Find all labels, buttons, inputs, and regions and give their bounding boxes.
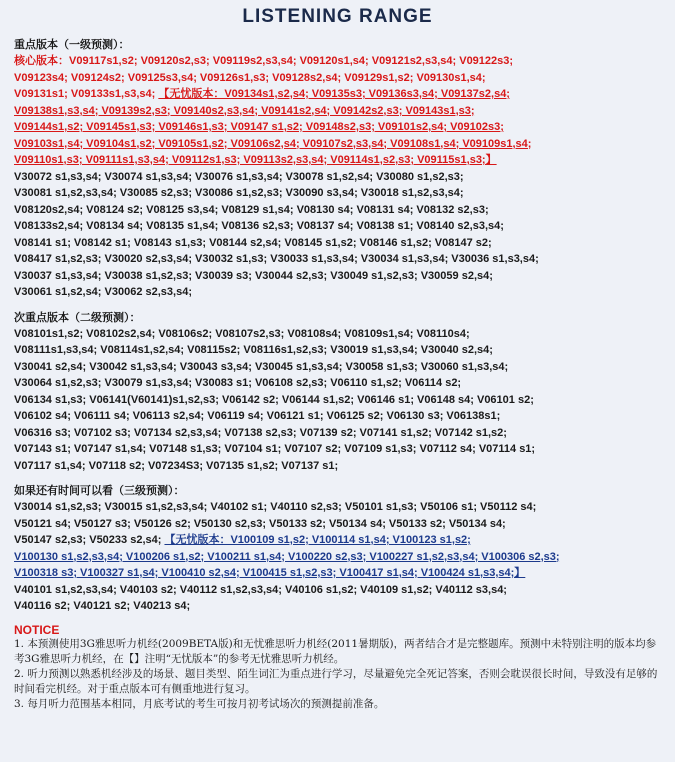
section-level3-lines bbox=[14, 499, 661, 615]
version-segment: V09110s1,s3; V09111s1,s3,s4; V09112s1,s3; V09113s2,s3,s4; V09114s1,s2,s3; V09115s1,s3;】 bbox=[14, 154, 497, 166]
notice bbox=[14, 623, 661, 712]
version-segment: V06102 s4; V06111 s4; V06113 s2,s4; V06119 s4; V06121 s1; V06125 s2; V06130 s3; V06138s1; bbox=[14, 410, 501, 422]
version-line bbox=[14, 458, 661, 475]
section-level1-heading: 重点版本（一级预测）： bbox=[14, 38, 130, 51]
version-segment: V09123s4; V09124s2; V09125s3,s4; V09126s1,s3; V09128s2,s4; V09129s1,s2; V09130s1,s4; bbox=[14, 71, 486, 84]
version-line bbox=[14, 136, 661, 153]
section-level2-heading: 次重点版本（二级预测）： bbox=[14, 310, 141, 324]
section-level1 bbox=[14, 36, 661, 301]
version-segment: V40101 s1,s2,s3,s4; V40103 s2; V40112 s1,s2,s3,s4; V40106 s1,s2; V40109 s1,s2; V40112 s3,s4; bbox=[14, 583, 507, 596]
notice-item: 2. 听力预测以熟悉机经涉及的场景、题目类型、陌生词汇为重点进行学习，尽量避免完全死记答案，否则会耽误很长时间，导致没有足够的时间看完机经。对于重点版本可有侧重地进行复习。 bbox=[14, 667, 658, 695]
version-line bbox=[14, 408, 661, 425]
version-segment: V08141 s1; V08142 s1; V08143 s1,s3; V08144 s2,s4; V08145 s1,s2; V08146 s1,s2; V08147 s2; bbox=[14, 236, 492, 249]
version-line bbox=[14, 251, 661, 268]
version-line bbox=[14, 326, 661, 343]
version-segment: V09144s1,s2; V09145s1,s3; V09146s1,s3; V09147 s1,s2; V09148s2,s3; V09101s2,s4; V09102s3; bbox=[14, 121, 504, 133]
version-segment: V08111s1,s3,s4; V08114s1,s2,s4; V08115s2; V08116s1,s2,s3; V30019 s1,s3,s4; V30040 s2,s4; bbox=[14, 344, 493, 356]
version-line bbox=[14, 202, 661, 219]
version-line bbox=[14, 86, 661, 103]
version-segment: V06316 s3; V07102 s3; V07134 s2,s3,s4; V07138 s2,s3; V07139 s2; V07141 s1,s2; V07142 s1,s2; bbox=[14, 426, 507, 439]
version-line bbox=[14, 235, 661, 252]
section-level3 bbox=[14, 482, 661, 615]
version-segment: V30037 s1,s3,s4; V30038 s1,s2,s3; V30039 s3; V30044 s2,s3; V30049 s1,s2,s3; V30059 s2,s4; bbox=[14, 269, 493, 282]
version-line bbox=[14, 185, 661, 202]
version-line bbox=[14, 169, 661, 186]
section-level2-lines bbox=[14, 326, 661, 475]
version-line bbox=[14, 425, 661, 442]
version-line bbox=[14, 516, 661, 533]
version-segment: V08101s1,s2; V08102s2,s4; V08106s2; V08107s2,s3; V08108s4; V08109s1,s4; V08110s4; bbox=[14, 327, 470, 340]
version-segment: V50147 s2,s3; V50233 s2,s4; bbox=[14, 534, 165, 546]
notice-item: 3. 每月听力范围基本相同，月底考试的考生可按月初考试场次的预测提前准备。 bbox=[14, 697, 385, 710]
version-line bbox=[14, 549, 661, 566]
section-level3-heading: 如果还有时间可以看（三级预测）： bbox=[14, 484, 185, 497]
version-segment: V08133s2,s4; V08134 s4; V08135 s1,s4; V08136 s2,s3; V08137 s4; V08138 s1; V08140 s2,s3,s4; bbox=[14, 220, 504, 232]
version-line bbox=[14, 152, 661, 169]
version-segment: V07143 s1; V07147 s1,s4; V07148 s1,s3; V07104 s1; V07107 s2; V07109 s1,s3; V07112 s4; V07114 s1; bbox=[14, 443, 536, 455]
version-segment: V09103s1,s4; V09104s1,s2; V09105s1,s2; V09106s2,s4; V09107s2,s3,s4; V09108s1,s4; V09109s1,s4; bbox=[14, 137, 532, 150]
version-segment: 【无忧版本：V09134s1,s2,s4; V09135s3; V09136s3,s4; V09137s2,s4; bbox=[158, 88, 510, 100]
version-line bbox=[14, 392, 661, 409]
notice-title: NOTICE bbox=[14, 622, 60, 637]
version-segment: V100318 s3; V100327 s1,s4; V100410 s2,s4; V100415 s1,s2,s3; V100417 s1,s4; V100424 s1,s3,s4;】 bbox=[14, 567, 526, 579]
section-level2 bbox=[14, 309, 661, 475]
version-segment: V09138s1,s3,s4; V09139s2,s3; V09140s2,s3,s4; V09141s2,s4; V09142s2,s3; V09143s1,s3; bbox=[14, 104, 475, 117]
version-line bbox=[14, 532, 661, 549]
version-line bbox=[14, 284, 661, 301]
version-line bbox=[14, 53, 661, 70]
version-line bbox=[14, 119, 661, 136]
version-line bbox=[14, 565, 661, 582]
version-segment: V07117 s1,s4; V07118 s2; V07234S3; V07135 s1,s2; V07137 s1; bbox=[14, 459, 339, 472]
version-line bbox=[14, 582, 661, 599]
page-title: LISTENING RANGE bbox=[242, 6, 433, 27]
version-segment: V30064 s1,s2,s3; V30079 s1,s3,s4; V30083 s1; V06108 s2,s3; V06110 s1,s2; V06114 s2; bbox=[14, 377, 462, 389]
version-line bbox=[14, 268, 661, 285]
notice-item: 1. 本预测使用3G雅思听力机经(2009BETA版)和无忧雅思听力机经(2011暑期版)，两者结合才是完整题库。预测中未特别注明的版本均参考3G雅思听力机经，在【】注明“无忧版本”的参考无忧雅思听力机经。 bbox=[14, 637, 657, 665]
section-level1-lines bbox=[14, 53, 661, 301]
version-line bbox=[14, 103, 661, 120]
version-segment: V09131s1; V09133s1,s3,s4; bbox=[14, 88, 159, 100]
version-segment: V30014 s1,s2,s3; V30015 s1,s2,s3,s4; V40102 s1; V40110 s2,s3; V50101 s1,s3; V50106 s1; V50112 s4; bbox=[14, 501, 537, 513]
version-segment: V30061 s1,s2,s4; V30062 s2,s3,s4; bbox=[14, 286, 192, 298]
version-segment: 核心版本：V09117s1,s2; V09120s2,s3; V09119s2,s3,s4; V09120s1,s4; V09121s2,s3,s4; V09122s3; bbox=[14, 55, 514, 67]
version-line bbox=[14, 598, 661, 615]
version-segment: V30081 s1,s2,s3,s4; V30085 s2,s3; V30086 s1,s2,s3; V30090 s3,s4; V30018 s1,s2,s3,s4; bbox=[14, 187, 464, 199]
version-segment: V50121 s4; V50127 s3; V50126 s2; V50130 s2,s3; V50133 s2; V50134 s4; V50133 s2; V50134 s4; bbox=[14, 517, 506, 530]
version-line bbox=[14, 499, 661, 516]
version-segment: 【无忧版本：V100109 s1,s2; V100114 s1,s4; V100123 s1,s2; bbox=[164, 534, 471, 546]
version-segment: V30072 s1,s3,s4; V30074 s1,s3,s4; V30076 s1,s3,s4; V30078 s1,s2,s4; V30080 s1,s2,s3; bbox=[14, 170, 464, 183]
version-segment: V08417 s1,s2,s3; V30020 s2,s3,s4; V30032 s1,s3; V30033 s1,s3,s4; V30034 s1,s3,s4; V30036 s1,s3,s4; bbox=[14, 253, 539, 265]
version-segment: V100130 s1,s2,s3,s4; V100206 s1,s2; V100211 s1,s4; V100220 s2,s3; V100227 s1,s2,s3,s4; V100306 s2,s3; bbox=[14, 550, 560, 563]
version-segment: V30041 s2,s4; V30042 s1,s3,s4; V30043 s3,s4; V30045 s1,s3,s4; V30058 s1,s3; V30060 s1,s3,s4; bbox=[14, 360, 509, 373]
version-line bbox=[14, 70, 661, 87]
version-segment: V06134 s1,s3; V06141(V60141)s1,s2,s3; V06142 s2; V06144 s1,s2; V06146 s1; V06148 s4; V06101 s2; bbox=[14, 393, 534, 406]
version-line bbox=[14, 375, 661, 392]
version-line bbox=[14, 342, 661, 359]
version-line bbox=[14, 359, 661, 376]
version-segment: V08120s2,s4; V08124 s2; V08125 s3,s4; V08129 s1,s4; V08130 s4; V08131 s4; V08132 s2,s3; bbox=[14, 203, 489, 216]
version-segment: V40116 s2; V40121 s2; V40213 s4; bbox=[14, 600, 191, 612]
version-line bbox=[14, 441, 661, 458]
version-line bbox=[14, 218, 661, 235]
